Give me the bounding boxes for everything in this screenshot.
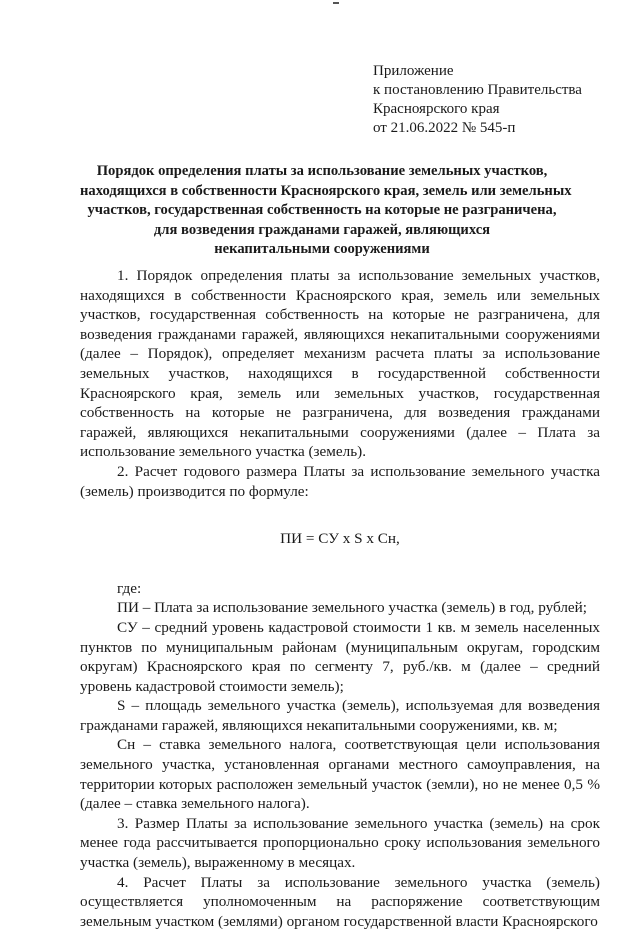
definition-su: СУ – средний уровень кадастровой стоимости 1 кв. м земель населенных пунктов по муниципальным районам (муниципальным округам, городским округам) Красноярского края по сегменту 7, руб./кв. м (далее – средний уровень кадастровой стоимости земель); <box>80 618 600 695</box>
paragraph-1: 1. Порядок определения платы за использование земельных участков, находящихся в собственности Красноярского края, земель или земельных участков, государственная собственность на которые не разграничена, для возведения гражданами гаражей, являющихся некапитальными сооружениями (далее – Порядок), определяет механизм расчета платы за использование земельных участков, находящихся в государственной собственности Красноярского края, земель или земельных участков, государственная собственность на которые не разграничена, для возведения гражданами гаражей, являющихся некапитальными сооружениями (далее – Плата за использование земельного участка (земель). <box>80 267 600 461</box>
appendix-line: Приложение <box>373 63 454 79</box>
appendix-date-line: от 21.06.2022 № 545-п <box>373 120 516 136</box>
paragraph-3: 3. Размер Платы за использование земельного участка (земель) на срок менее года рассчитывается пропорционально сроку использования земельного участка (земель), выраженному в месяцах. <box>80 814 600 872</box>
appendix-line: к постановлению Правительства <box>373 82 582 98</box>
title-line: некапитальными сооружениями <box>214 241 430 257</box>
title-line: находящихся в собственности Красноярского края, земель или земельных <box>80 182 572 199</box>
document-title <box>80 162 572 260</box>
definition-sn: Сн – ставка земельного налога, соответствующая цели использования земельного участка, установленная органами местного самоуправления, на территории которых расположен земельный участок (земли), но не менее 0,5 % (далее – ставка земельного налога). <box>80 736 600 813</box>
where-label: где: <box>117 579 142 597</box>
scan-mark <box>333 2 339 4</box>
paragraph-4: 4. Расчет Платы за использование земельного участка (земель) осуществляется уполномоченным на распоряжение соответствующим земельным участком (землями) органом государственной власти Красноярского <box>80 873 600 930</box>
title-line: для возведения гражданами гаражей, являющихся <box>153 221 491 238</box>
appendix-header <box>373 62 582 138</box>
paragraph-2: 2. Расчет годового размера Платы за использование земельного участка (земель) производится по формуле: <box>80 462 600 500</box>
document-body <box>80 266 600 931</box>
definition-pi: ПИ – Плата за использование земельного участка (земель) в год, рублей; <box>117 599 588 617</box>
title-line: Порядок определения платы за использование земельных участков, <box>96 163 548 179</box>
formula: ПИ = СУ х S х Сн, <box>280 530 400 548</box>
appendix-line: Красноярского края <box>373 101 500 117</box>
title-line: участков, государственная собственность на которые не разграничена, <box>87 202 557 218</box>
definition-s: S – площадь земельного участка (земель), используемая для возведения гражданами гаражей, являющихся некапитальными сооружениями, кв. м; <box>80 697 600 734</box>
